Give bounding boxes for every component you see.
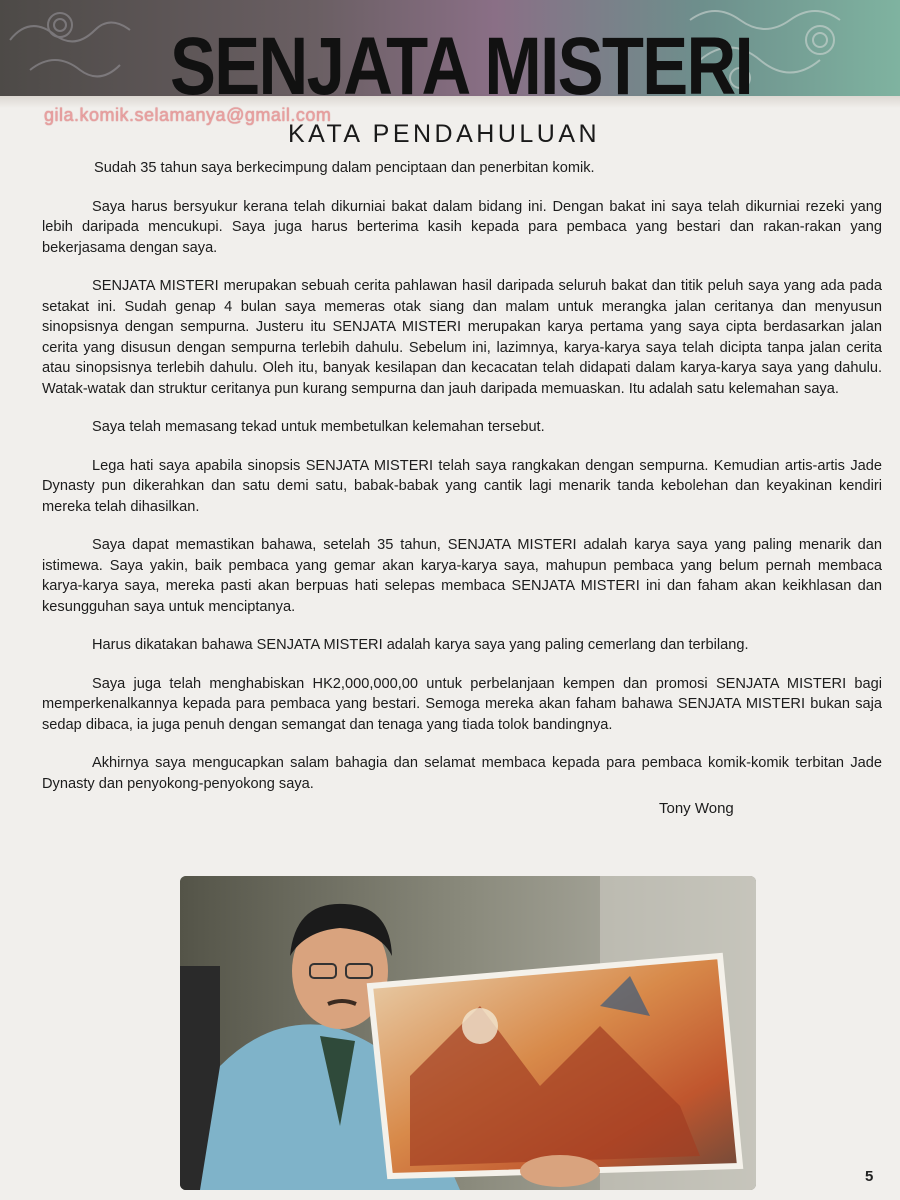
paragraph: SENJATA MISTERI merupakan sebuah cerita pahlawan hasil daripada seluruh bakat dan titik peluh saya yang ada pada setakat ini. Sudah genap 4 bulan saya memeras otak siang dan malam untuk merangka jalan ceritanya dan menyusun sinopsisnya dengan sempurna. Justeru itu SENJATA MISTERI merupakan karya pertama yang saya cipta berdasarkan jalan cerita yang disusun dengan sempurna terlebih dahulu. Sebelum ini, lazimnya, karya-karya saya telah dicipta tanpa jalan cerita atau sinopsisnya terlebih dahulu. Oleh itu, banyak kesilapan dan kecacatan telah didapati dalam karya-karya saya yang dahulu. Watak-watak dan struktur ceritanya pun kurang sempurna dan jauh daripada memuaskan. Itu adalah satu kelemahan saya.: [42, 278, 882, 397]
author-photo: [180, 876, 756, 1190]
paragraph: Saya dapat memastikan bahawa, setelah 35 tahun, SENJATA MISTERI adalah karya saya yang paling menarik dan istimewa. Saya yakin, baik pembaca yang gemar akan karya-karya saya, mahupun pembaca yang belum pernah membaca karya-karya saya, mereka pasti akan berpuas hati selepas membaca SENJATA MISTERI ini dan faham akan keikhlasan dan kesungguhan saya untuk menciptanya.: [42, 537, 882, 615]
body-text: [42, 158, 882, 812]
watermark-email: gila.komik.selamanya@gmail.com: [44, 105, 332, 125]
paragraph: Lega hati saya apabila sinopsis SENJATA MISTERI telah saya rangkakan dengan sempurna. Kemudian artis-artis Jade Dynasty pun dikerahkan dan satu demi satu, babak-babak yang cantik lagi menarik tanda kebolehan dan keyakinan kendiri mereka telah dihasilkan.: [42, 457, 882, 515]
section-subtitle: KATA PENDAHULUAN: [288, 120, 601, 148]
paragraph: Saya telah memasang tekad untuk membetulkan kelemahan tersebut.: [92, 419, 545, 435]
paragraph: Sudah 35 tahun saya berkecimpung dalam penciptaan dan penerbitan komik.: [94, 160, 595, 176]
paragraph: Saya harus bersyukur kerana telah dikurniai bakat dalam bidang ini. Dengan bakat ini saya telah dikurniai rezeki yang lebih daripada mencukupi. Saya juga harus berterima kasih kepada para pembaca yang bestari dan rakan-rakan yang bekerjasama dengan saya.: [42, 198, 882, 256]
paragraph: Harus dikatakan bahawa SENJATA MISTERI adalah karya saya yang paling cemerlang dan terbilang.: [92, 637, 749, 653]
photo-illustration: [180, 876, 756, 1190]
page-title: SENJATA MISTERI: [170, 21, 753, 112]
page-number: 5: [865, 1168, 874, 1185]
paragraph: Akhirnya saya mengucapkan salam bahagia dan selamat membaca kepada para pembaca komik-komik terbitan Jade Dynasty dan penyokong-penyokong saya.: [42, 755, 882, 792]
author-signature: Tony Wong: [659, 800, 734, 817]
paragraph: Saya juga telah menghabiskan HK2,000,000,00 untuk perbelanjaan kempen dan promosi SENJATA MISTERI bagi memperkenalkannya kepada para pembaca yang bestari. Semoga mereka akan faham bahawa SENJATA MISTERI bukan saja sedap dibaca, ia juga penuh dengan semangat dan tenaga yang tiada tolok bandingnya.: [42, 675, 882, 733]
